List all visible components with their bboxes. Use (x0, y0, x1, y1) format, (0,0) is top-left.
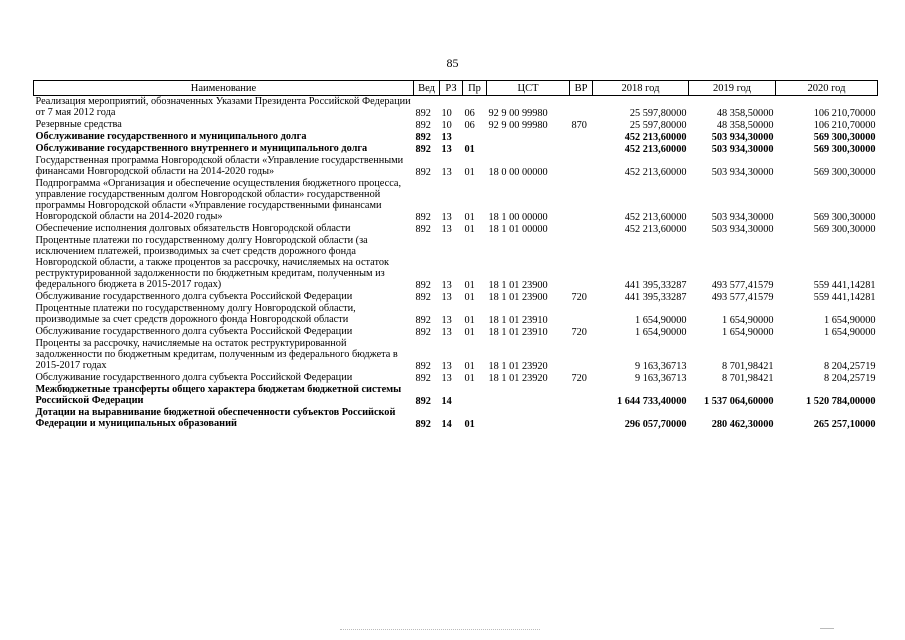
table-row (34, 119, 878, 131)
cell-ved: 892 (415, 120, 431, 131)
header-pr: Пр (463, 81, 487, 96)
cell-cst: 92 9 00 99980 (488, 120, 548, 131)
cell-vr (570, 143, 593, 155)
table-body (34, 96, 878, 431)
cell-2019: 503 934,30000 (711, 224, 774, 235)
cell-2019: 503 934,30000 (711, 212, 774, 223)
cell-pr: 01 (464, 280, 475, 291)
cell-pr: 01 (464, 419, 475, 430)
cell-rz: 13 (441, 361, 452, 372)
cell-rz: 13 (441, 292, 452, 303)
table-row (34, 291, 878, 303)
table-row (34, 131, 878, 143)
cell-2019: 1 654,90000 (722, 315, 774, 326)
cell-2018: 25 597,80000 (629, 108, 687, 119)
cell-cst (487, 143, 570, 155)
cell-2018: 441 395,33287 (624, 280, 687, 291)
cell-2019: 503 934,30000 (711, 167, 774, 178)
cell-2020: 559 441,14281 (813, 292, 876, 303)
cell-cst: 18 0 00 00000 (488, 167, 548, 178)
cell-vr: 720 (571, 373, 587, 384)
cell-2018: 296 057,70000 (624, 419, 687, 430)
cell-name: Государственная программа Новгородской области «Управление государственными финансами Новгородской области на 2014-2020 годы» (35, 155, 404, 177)
page-number: 85 (446, 56, 459, 70)
cell-pr: 01 (464, 292, 475, 303)
cell-2018: 452 213,60000 (624, 224, 687, 235)
cell-2018: 452 213,60000 (624, 167, 687, 178)
cell-2018: 25 597,80000 (629, 120, 687, 131)
cell-cst (487, 384, 570, 407)
cell-cst: 18 1 01 23900 (488, 292, 548, 303)
cell-rz: 14 (441, 396, 452, 407)
cell-2020: 569 300,30000 (813, 144, 876, 155)
cell-ved: 892 (415, 132, 431, 143)
table-row (34, 235, 878, 291)
table-row (34, 155, 878, 178)
cell-name: Обслуживание государственного долга субъекта Российской Федерации (35, 326, 353, 337)
cell-2020: 1 654,90000 (824, 315, 876, 326)
cell-ved: 892 (415, 396, 431, 407)
cell-ved: 892 (415, 327, 431, 338)
header-vr: ВР (570, 81, 593, 96)
cell-name: Процентные платежи по государственному долгу Новгородской области, производимые за счет средств дорожного фонда Новгородской области (35, 303, 356, 325)
cell-2018: 441 395,33287 (624, 292, 687, 303)
cell-pr: 01 (464, 144, 475, 155)
table-row (34, 407, 878, 430)
cell-2018: 1 654,90000 (635, 327, 687, 338)
cell-pr: 06 (464, 120, 475, 131)
cell-2018: 452 213,60000 (624, 144, 687, 155)
cell-pr: 01 (464, 212, 475, 223)
cell-2018: 1 644 733,40000 (616, 396, 687, 407)
cell-name: Обеспечение исполнения долговых обязательств Новгородской области (35, 223, 351, 234)
cell-vr (570, 338, 593, 372)
footer-divider (340, 629, 540, 630)
cell-cst (487, 131, 570, 143)
cell-2019: 493 577,41579 (711, 292, 774, 303)
cell-rz: 14 (441, 419, 452, 430)
header-2019: 2019 год (689, 81, 776, 96)
cell-pr: 01 (464, 361, 475, 372)
cell-2019: 8 701,98421 (722, 361, 774, 372)
header-cst: ЦСТ (487, 81, 570, 96)
cell-2020: 106 210,70000 (813, 120, 876, 131)
cell-ved: 892 (415, 224, 431, 235)
cell-ved: 892 (415, 292, 431, 303)
cell-ved: 892 (415, 108, 431, 119)
cell-2019: 8 701,98421 (722, 373, 774, 384)
table-row (34, 338, 878, 372)
cell-pr: 01 (464, 373, 475, 384)
cell-2018: 9 163,36713 (635, 361, 687, 372)
cell-cst: 18 1 01 23920 (488, 361, 548, 372)
cell-rz: 13 (441, 212, 452, 223)
cell-vr (570, 178, 593, 223)
table-row (34, 384, 878, 407)
cell-vr (570, 131, 593, 143)
cell-ved: 892 (415, 361, 431, 372)
cell-2019: 503 934,30000 (711, 144, 774, 155)
cell-2020: 1 654,90000 (824, 327, 876, 338)
cell-ved: 892 (415, 315, 431, 326)
cell-2020: 569 300,30000 (813, 224, 876, 235)
cell-cst (487, 407, 570, 430)
cell-cst: 18 1 01 00000 (488, 224, 548, 235)
cell-2019: 48 358,50000 (716, 120, 774, 131)
table-row (34, 372, 878, 384)
header-rz: РЗ (440, 81, 463, 96)
cell-rz: 10 (441, 108, 452, 119)
cell-name: Обслуживание государственного долга субъекта Российской Федерации (35, 372, 353, 383)
cell-2020: 265 257,10000 (813, 419, 876, 430)
cell-rz: 13 (441, 327, 452, 338)
cell-cst: 18 1 01 23910 (488, 327, 548, 338)
cell-2020: 559 441,14281 (813, 280, 876, 291)
cell-vr (570, 96, 593, 120)
header-ved: Вед (414, 81, 440, 96)
cell-rz: 13 (441, 132, 452, 143)
cell-cst: 18 1 01 23920 (488, 373, 548, 384)
cell-vr (570, 384, 593, 407)
cell-ved: 892 (415, 419, 431, 430)
cell-name: Резервные средства (35, 119, 122, 130)
header-name: Наименование (34, 81, 414, 96)
cell-2019: 1 537 064,60000 (703, 396, 774, 407)
cell-vr: 720 (571, 327, 587, 338)
cell-2020: 8 204,25719 (824, 373, 876, 384)
cell-vr (570, 223, 593, 235)
cell-rz: 10 (441, 120, 452, 131)
cell-2020: 1 520 784,00000 (805, 396, 876, 407)
cell-name: Дотации на выравнивание бюджетной обеспеченности субъектов Российской Федерации и муниципальных образований (35, 407, 396, 429)
cell-ved: 892 (415, 280, 431, 291)
cell-vr (570, 155, 593, 178)
cell-name: Процентные платежи по государственному долгу Новгородской области (за исключением платежей, производимых за счет средств дорожного фонда Новгородской области, а также процентов за рассрочку, начисляемых на остаток реструктурированной задолженности по бюджетным кредитам, полученным из федерального бюджета в 2015-2017 годах) (35, 235, 389, 290)
table-row (34, 303, 878, 326)
cell-ved: 892 (415, 144, 431, 155)
cell-2018: 452 213,60000 (624, 212, 687, 223)
cell-vr: 870 (571, 120, 587, 131)
cell-2019: 48 358,50000 (716, 108, 774, 119)
cell-2018: 9 163,36713 (635, 373, 687, 384)
cell-2020: 569 300,30000 (813, 167, 876, 178)
footer-mark (820, 628, 834, 629)
cell-2019: 280 462,30000 (711, 419, 774, 430)
cell-cst: 18 1 00 00000 (488, 212, 548, 223)
cell-rz: 13 (441, 167, 452, 178)
table-row (34, 96, 878, 120)
cell-name: Проценты за рассрочку, начисляемые на остаток реструктурированной задолженности по бюджетным кредитам, полученным из федерального бюджета в 2015-2017 годах (35, 338, 398, 371)
cell-pr: 01 (464, 315, 475, 326)
cell-2018: 452 213,60000 (624, 132, 687, 143)
cell-2019: 493 577,41579 (711, 280, 774, 291)
cell-vr (570, 303, 593, 326)
cell-ved: 892 (415, 373, 431, 384)
table-row (34, 223, 878, 235)
table-row (34, 143, 878, 155)
table-row (34, 326, 878, 338)
cell-name: Обслуживание государственного долга субъекта Российской Федерации (35, 291, 353, 302)
table-header-row (34, 81, 878, 96)
cell-pr (463, 384, 487, 407)
budget-table (33, 80, 878, 430)
cell-name: Межбюджетные трансферты общего характера бюджетам бюджетной системы Российской Федерации (35, 384, 402, 406)
cell-rz: 13 (441, 224, 452, 235)
cell-rz: 13 (441, 315, 452, 326)
cell-cst: 92 9 00 99980 (488, 108, 548, 119)
cell-vr (570, 235, 593, 291)
cell-rz: 13 (441, 144, 452, 155)
cell-pr (463, 131, 487, 143)
cell-pr: 01 (464, 167, 475, 178)
cell-pr: 06 (464, 108, 475, 119)
header-2020: 2020 год (776, 81, 878, 96)
cell-2020: 8 204,25719 (824, 361, 876, 372)
cell-2019: 1 654,90000 (722, 327, 774, 338)
header-2018: 2018 год (593, 81, 689, 96)
cell-cst: 18 1 01 23900 (488, 280, 548, 291)
cell-2019: 503 934,30000 (711, 132, 774, 143)
cell-vr (570, 407, 593, 430)
table-row (34, 178, 878, 223)
cell-name: Обслуживание государственного и муниципального долга (35, 131, 307, 142)
cell-pr: 01 (464, 327, 475, 338)
cell-2018: 1 654,90000 (635, 315, 687, 326)
cell-2020: 569 300,30000 (813, 132, 876, 143)
cell-name: Подпрограмма «Организация и обеспечение осуществления бюджетного процесса, управление государственным долгом Новгородской области» государственной программы Новгородской области «Управление государственными финансами Новгородской области на 2014-2020 годы» (35, 178, 402, 222)
cell-name: Реализация мероприятий, обозначенных Указами Президента Российской Федерации от 7 мая 2012 года (35, 96, 411, 118)
cell-pr: 01 (464, 224, 475, 235)
cell-2020: 569 300,30000 (813, 212, 876, 223)
cell-vr: 720 (571, 292, 587, 303)
cell-rz: 13 (441, 373, 452, 384)
cell-ved: 892 (415, 167, 431, 178)
cell-2020: 106 210,70000 (813, 108, 876, 119)
cell-name: Обслуживание государственного внутреннего и муниципального долга (35, 143, 368, 154)
cell-cst: 18 1 01 23910 (488, 315, 548, 326)
cell-ved: 892 (415, 212, 431, 223)
cell-rz: 13 (441, 280, 452, 291)
